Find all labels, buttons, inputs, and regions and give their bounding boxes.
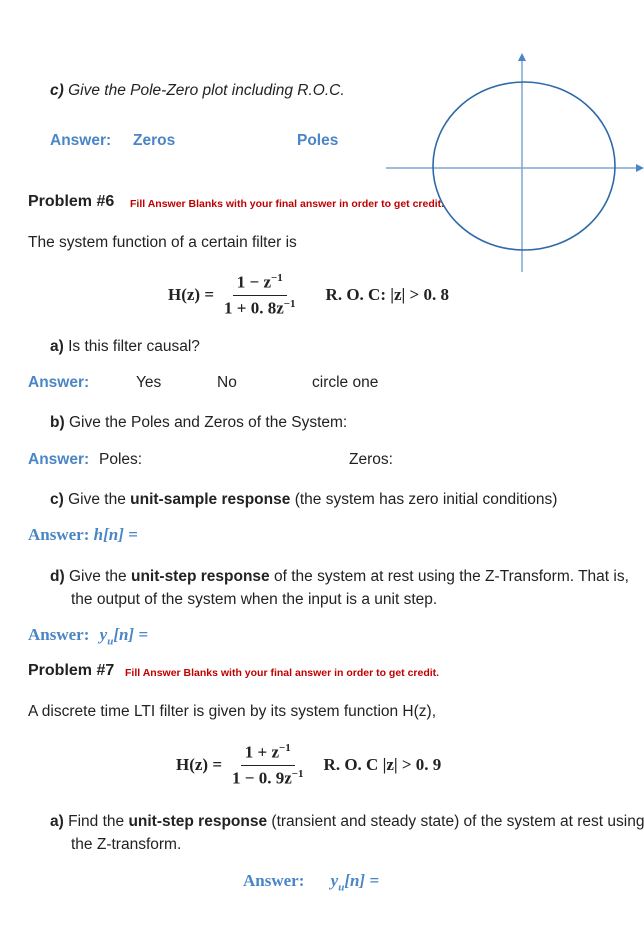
problem6-b-answer: Answer: — [28, 451, 90, 468]
prev-answer-label: Answer: — [50, 132, 112, 149]
problem6-c-answer-line — [28, 525, 138, 545]
problem6-c-bold: unit-sample response — [130, 491, 291, 508]
problem6-d-post: of the system at rest using the Z-Transform. That is, — [273, 568, 629, 585]
problem6-intro: The system function of a certain filter is — [28, 234, 297, 251]
problem6-d-expr-y: y — [99, 625, 108, 644]
problem6-a-line — [50, 338, 200, 356]
problem6-c-answer: Answer: — [28, 525, 90, 544]
problem7-a-answer: Answer: — [243, 871, 305, 890]
problem7-a-expr-sub: u — [338, 881, 345, 894]
problem6-a-text: Is this filter causal? — [68, 338, 200, 355]
problem7-a-bold: unit-step response — [128, 813, 268, 830]
problem6-hz-equation — [168, 272, 449, 318]
problem6-d-answer-line — [28, 625, 148, 647]
problem6-c-label: c) — [50, 491, 64, 508]
problem7-hz-den-exp: −1 — [291, 767, 304, 780]
prev-poles-label: Poles — [297, 132, 339, 149]
problem7-a-line — [50, 813, 644, 831]
problem6-d-expr — [99, 625, 149, 648]
problem6-a-answer: Answer: — [28, 374, 90, 391]
problem7-hz-lhs: H(z) = — [176, 755, 223, 775]
problem7-roc: R. O. C |z| > 0. 9 — [323, 755, 442, 775]
problem6-b-text: Give the Poles and Zeros of the System: — [68, 414, 348, 431]
problem6-c-line — [50, 491, 557, 509]
problem6-hz-num-exp: −1 — [271, 272, 283, 284]
problem6-a-label: a) — [50, 338, 64, 355]
imag-axis-arrow — [518, 53, 526, 61]
problem7-a-pre: Find the — [68, 813, 125, 830]
problem6-hz-lhs: H(z) = — [168, 285, 215, 305]
problem6-hz-fraction — [220, 272, 300, 318]
problem6-b-zeros: Zeros: — [349, 451, 393, 468]
unit-circle — [433, 82, 615, 250]
problem6-d-line — [50, 568, 629, 586]
problem6-d-expr-sub: u — [107, 635, 114, 648]
prev-c-label: c) — [50, 82, 64, 99]
prev-c-line — [50, 82, 345, 100]
problem6-a-yes[interactable]: Yes — [136, 374, 162, 391]
problem6-d-answer: Answer: — [28, 625, 90, 644]
problem7-a-answer-line — [243, 871, 379, 893]
prev-zeros-label: Zeros — [133, 132, 176, 149]
problem7-hz-fraction — [228, 742, 308, 788]
real-axis-arrow — [636, 164, 644, 172]
problem7-hz-den: 1 − 0. 9z — [232, 768, 292, 788]
problem6-title: Problem #6 — [28, 193, 115, 210]
problem6-c-expr: h[n] = — [93, 525, 138, 544]
problem6-a-circle-one: circle one — [312, 374, 379, 391]
problem6-roc: R. O. C: |z| > 0. 8 — [325, 285, 449, 305]
problem6-d-expr-rest: [n] = — [113, 625, 149, 644]
problem7-intro: A discrete time LTI filter is given by its system function H(z), — [28, 703, 437, 720]
problem6-d-label: d) — [50, 568, 65, 585]
problem7-a-expr-y: y — [330, 871, 339, 890]
problem7-hz-num: 1 + z — [244, 742, 280, 762]
problem7-hz-num-exp: −1 — [279, 742, 291, 754]
problem7-a-label: a) — [50, 813, 64, 830]
problem6-c-post: (the system has zero initial conditions) — [294, 491, 558, 508]
problem6-d-line2: the output of the system when the input is a unit step. — [71, 591, 438, 608]
problem6-hz-num: 1 − z — [236, 272, 272, 292]
prev-c-text: Give the Pole-Zero plot including R.O.C. — [68, 82, 345, 99]
problem6-b-label: b) — [50, 414, 65, 431]
problem6-hz-den-exp: −1 — [283, 297, 296, 310]
problem6-note: Fill Answer Blanks with your final answer in order to get credit. — [130, 198, 445, 210]
problem7-title: Problem #7 — [28, 662, 115, 679]
problem6-c-pre: Give the — [68, 491, 126, 508]
problem7-note: Fill Answer Blanks with your final answer in order to get credit. — [125, 667, 440, 679]
problem6-b-poles: Poles: — [99, 451, 143, 468]
problem7-a-expr-rest: [n] = — [344, 871, 380, 890]
problem6-d-pre: Give the — [68, 568, 127, 585]
problem6-b-line — [50, 414, 347, 432]
problem6-hz-den: 1 + 0. 8z — [224, 298, 284, 318]
problem6-a-no[interactable]: No — [217, 374, 237, 391]
problem7-a-expr — [330, 871, 380, 894]
problem7-a-post: (transient and steady state) of the system at rest using — [271, 813, 644, 830]
problem7-a-line2: the Z-transform. — [71, 836, 182, 853]
problem7-hz-equation — [176, 742, 441, 788]
problem6-d-bold: unit-step response — [131, 568, 270, 585]
